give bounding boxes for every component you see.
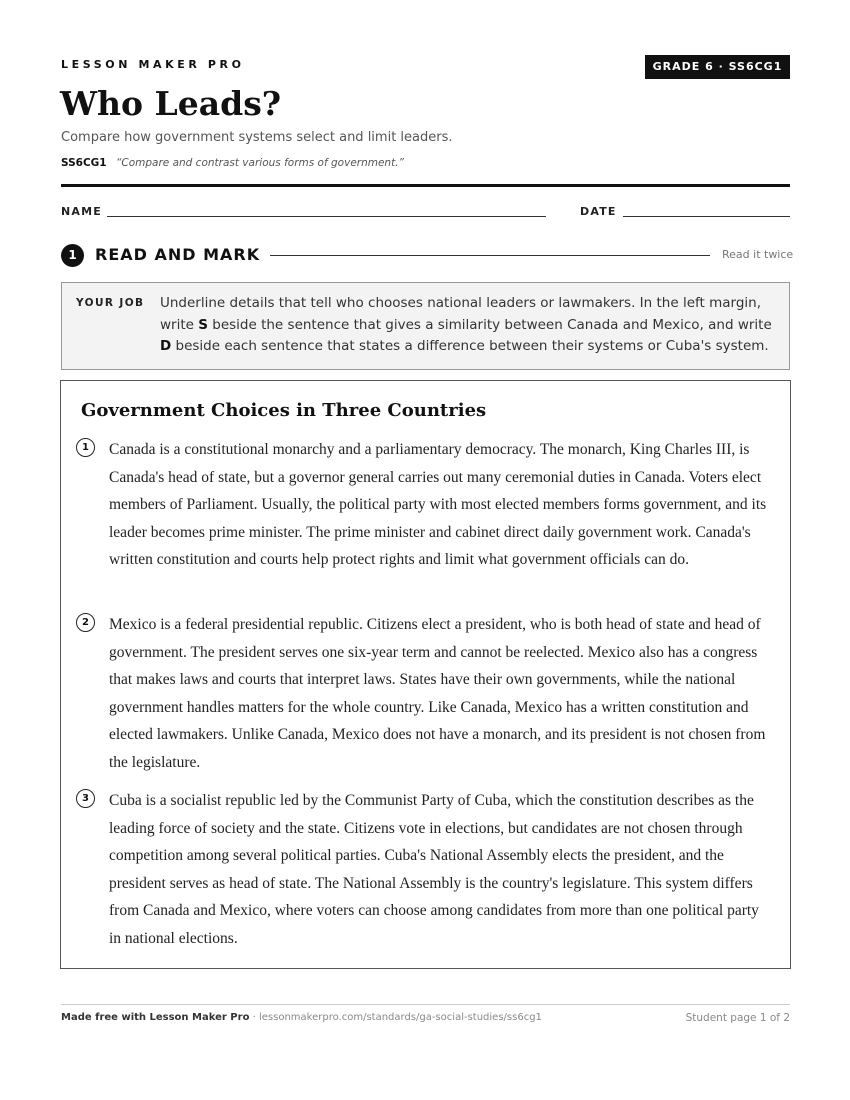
footer-made-with: Made free with Lesson Maker Pro	[61, 1012, 250, 1023]
section-title: READ AND MARK	[95, 245, 261, 264]
standard-description: “Compare and contrast various forms of government.”	[115, 157, 404, 169]
name-label: NAME	[61, 205, 102, 218]
paragraph-number: 2	[76, 613, 95, 632]
footer-credit: Made free with Lesson Maker Pro · lessonmakerpro.com/standards/ga-social-studies/ss6cg1	[61, 1012, 542, 1023]
section-divider	[270, 255, 710, 256]
date-label: DATE	[580, 205, 617, 218]
page-subtitle: Compare how government systems select and limit leaders.	[61, 130, 453, 145]
brand-name: LESSON MAKER PRO	[61, 58, 245, 71]
reading-passage	[60, 380, 791, 969]
standard-code: SS6CG1	[61, 157, 107, 169]
instructions-label: YOUR JOB	[76, 297, 145, 309]
standard-line	[61, 157, 404, 169]
footer-divider	[61, 1004, 790, 1005]
instructions-text: Underline details that tell who chooses national leaders or lawmakers. In the left margin, write S beside the sentence that gives a similarity between Canada and Mexico, and write D beside each sentence that states a difference between their systems or Cuba's system.	[160, 295, 772, 354]
date-write-line[interactable]	[623, 216, 790, 217]
paragraph-number: 1	[76, 438, 95, 457]
difference-letter: D	[160, 338, 172, 354]
footer-url: lessonmakerpro.com/standards/ga-social-studies/ss6cg1	[258, 1012, 542, 1023]
similarity-letter: S	[198, 316, 208, 333]
page-title: Who Leads?	[60, 84, 282, 123]
header-divider	[61, 184, 790, 187]
reading-title: Government Choices in Three Countries	[81, 400, 487, 421]
grade-standard-badge: GRADE 6 · SS6CG1	[645, 55, 790, 79]
paragraph-text: Cuba is a socialist republic led by the Communist Party of Cuba, which the constitution describes as the leading force of society and the state. Citizens vote in elections, but candidates are not chosen through competition among several political parties. Cuba's National Assembly elects the president, and the president serves as head of state. The National Assembly is the country's legislature. This system differs from Canada and Mexico, where voters can choose among candidates from more than one political party in national elections.	[109, 792, 759, 947]
paragraph-text: Mexico is a federal presidential republic. Citizens elect a president, who is both head of state and head of government. The president serves one six-year term and cannot be reelected. Mexico also has a congress that makes laws and courts that interpret laws. States have their own governments, while the national government handles matters for the whole country. Like Canada, Mexico has a written constitution and elected lawmakers. Unlike Canada, Mexico does not have a monarch, and its president is not chosen from the legislature.	[109, 616, 766, 771]
paragraph-number: 3	[76, 789, 95, 808]
section-number: 1	[61, 244, 84, 267]
section-hint: Read it twice	[722, 248, 794, 261]
paragraph-text: Canada is a constitutional monarchy and a parliamentary democracy. The monarch, King Charles III, is Canada's head of state, but a governor general carries out many ceremonial duties in Canada. Voters elect members of Parliament. Usually, the political party with most elected members forms government, and its leader becomes prime minister. The prime minister and cabinet direct daily government work. Canada's written constitution and courts help protect rights and limit what government officials can do.	[109, 441, 767, 568]
name-write-line[interactable]	[107, 216, 546, 217]
page-number: Student page 1 of 2	[685, 1012, 790, 1024]
instructions-box	[61, 282, 790, 370]
